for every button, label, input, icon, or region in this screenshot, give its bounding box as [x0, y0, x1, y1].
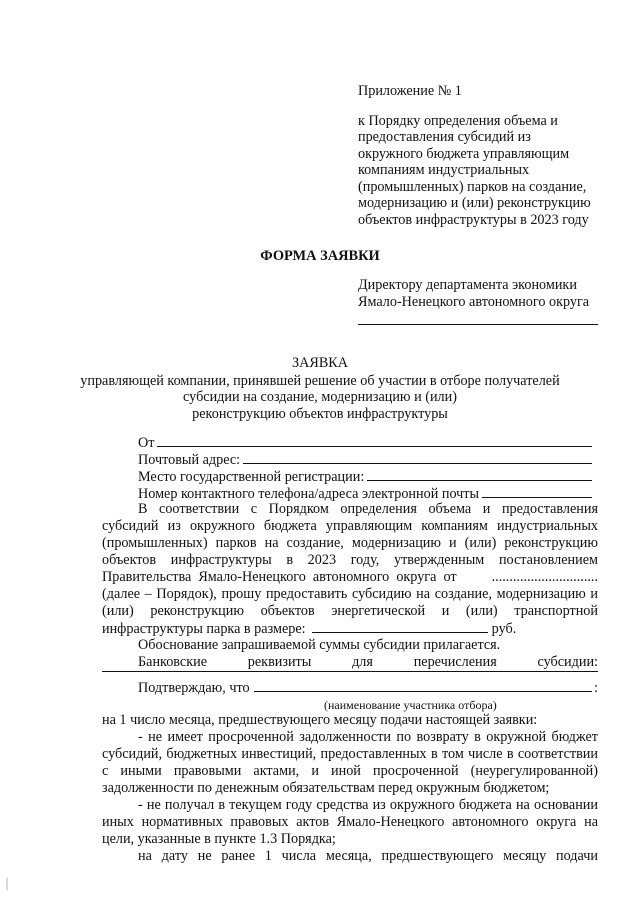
- field-contact: [138, 484, 592, 503]
- appendix-line: (промышленных) парков на создание,: [358, 178, 587, 195]
- paragraph-line: иных нормативных правовых актов Ямало-Ненецкого автономного округа на: [102, 814, 598, 830]
- heading-line: субсидии на создание, модернизацию и (или): [183, 389, 457, 405]
- paragraph-word: для: [352, 654, 373, 670]
- paragraph-line: В соответствии с Порядком определения объема и предоставления: [138, 501, 598, 517]
- field-from-blank[interactable]: [157, 433, 592, 447]
- paragraph-word: субсидии:: [537, 654, 598, 670]
- participant-name-blank[interactable]: [254, 679, 592, 692]
- paragraph-text: Правительства Ямало-Ненецкого автономного округа от: [102, 569, 457, 585]
- appendix-line: объектов инфраструктуры в 2023 году: [358, 211, 589, 228]
- paragraph-word: перечисления: [413, 654, 497, 670]
- appendix-block: [358, 83, 618, 228]
- field-postal-label: Почтовый адрес:: [138, 452, 241, 468]
- field-contact-blank[interactable]: [482, 484, 592, 498]
- bank-details-line: [138, 654, 598, 671]
- field-registration-blank[interactable]: [367, 467, 592, 481]
- field-registration: [138, 467, 592, 486]
- appendix-title: Приложение № 1: [358, 83, 462, 99]
- appendix-line: модернизацию и (или) реконструкцию: [358, 195, 591, 211]
- heading-main: ЗАЯВКА: [292, 355, 348, 371]
- bank-details-blank[interactable]: [102, 671, 598, 672]
- paragraph-word: Банковские: [138, 654, 207, 670]
- paragraph-line: Обоснование запрашиваемой суммы субсидии прилагается.: [138, 637, 501, 653]
- amount-blank[interactable]: [312, 620, 488, 633]
- paragraph-line: цели, указанные в пункте 1.3 Порядка;: [102, 831, 336, 847]
- paragraph-line: (или) реконструкцию объектов энергетической и (или) транспортной: [102, 603, 598, 619]
- paragraph-line: на дату не ранее 1 числа месяца, предшествующего месяцу подачи: [138, 848, 598, 864]
- application-heading: [0, 355, 640, 422]
- paragraph-line: на 1 число месяца, предшествующего месяцу подачи настоящей заявки:: [102, 712, 538, 728]
- confirm-label: Подтверждаю, что: [138, 680, 250, 696]
- addressee-line: Ямало-Ненецкого автономного округа: [358, 293, 590, 310]
- participant-caption: (наименование участника отбора): [324, 698, 497, 712]
- field-postal-blank[interactable]: [243, 450, 592, 464]
- appendix-line: компаниям индустриальных: [358, 162, 530, 178]
- field-from: [138, 433, 592, 452]
- field-from-label: От: [138, 435, 155, 451]
- paragraph-line: (далее – Порядок), прошу предоставить субсидию на создание, модернизацию и: [102, 586, 598, 602]
- paragraph-line: - не получал в текущем году средства из окружного бюджета на основании: [138, 797, 598, 813]
- addressee-line: Директору департамента экономики: [358, 277, 577, 293]
- paragraph-line: - не имеет просроченной задолженности по возврату в окружной бюджет: [138, 729, 598, 745]
- field-registration-label: Место государственной регистрации:: [138, 469, 365, 485]
- appendix-line: окружного бюджета управляющим: [358, 145, 570, 162]
- paragraph-line: задолженности по денежным обязательствам перед окружным бюджетом;: [102, 780, 550, 796]
- paragraph-line: с иными правовыми актами, и иной просроченной (неурегулированной): [102, 763, 598, 779]
- paragraph-line: субсидий, бюджетных инвестиций, предоставленных в том числе в соответствии: [102, 746, 598, 762]
- date-placeholder[interactable]: ..............................: [491, 569, 598, 585]
- scan-edge-mark: [6, 878, 8, 890]
- confirm-colon: :: [594, 680, 598, 696]
- paragraph-word: реквизиты: [247, 654, 312, 670]
- addressee-block: [358, 277, 608, 325]
- appendix-line: к Порядку определения объема и: [358, 112, 558, 129]
- form-title: ФОРМА ЗАЯВКИ: [260, 248, 380, 264]
- field-postal: [138, 450, 592, 469]
- paragraph-line: субсидий из окружного бюджета управляющим компаниям индустриальных: [102, 518, 598, 534]
- paragraph-line: [102, 569, 598, 586]
- paragraph-text: инфраструктуры парка в размере:: [102, 621, 306, 637]
- appendix-line: предоставления субсидий из: [358, 129, 531, 145]
- paragraph-line: объектов инфраструктуры в 2023 году, утвержденным постановлением: [102, 552, 598, 568]
- field-contact-label: Номер контактного телефона/адреса электронной почты: [138, 486, 480, 502]
- heading-line: реконструкцию объектов инфраструктуры: [192, 405, 448, 422]
- amount-line: [102, 620, 516, 638]
- paragraph-line: (промышленных) парков на создание, модернизацию и (или) реконструкцию: [102, 535, 598, 551]
- addressee-name-blank[interactable]: [358, 310, 598, 325]
- confirm-line: [138, 679, 598, 697]
- heading-line: управляющей компании, принявшей решение об участии в отборе получателей: [80, 372, 560, 389]
- currency-label: руб.: [491, 621, 517, 637]
